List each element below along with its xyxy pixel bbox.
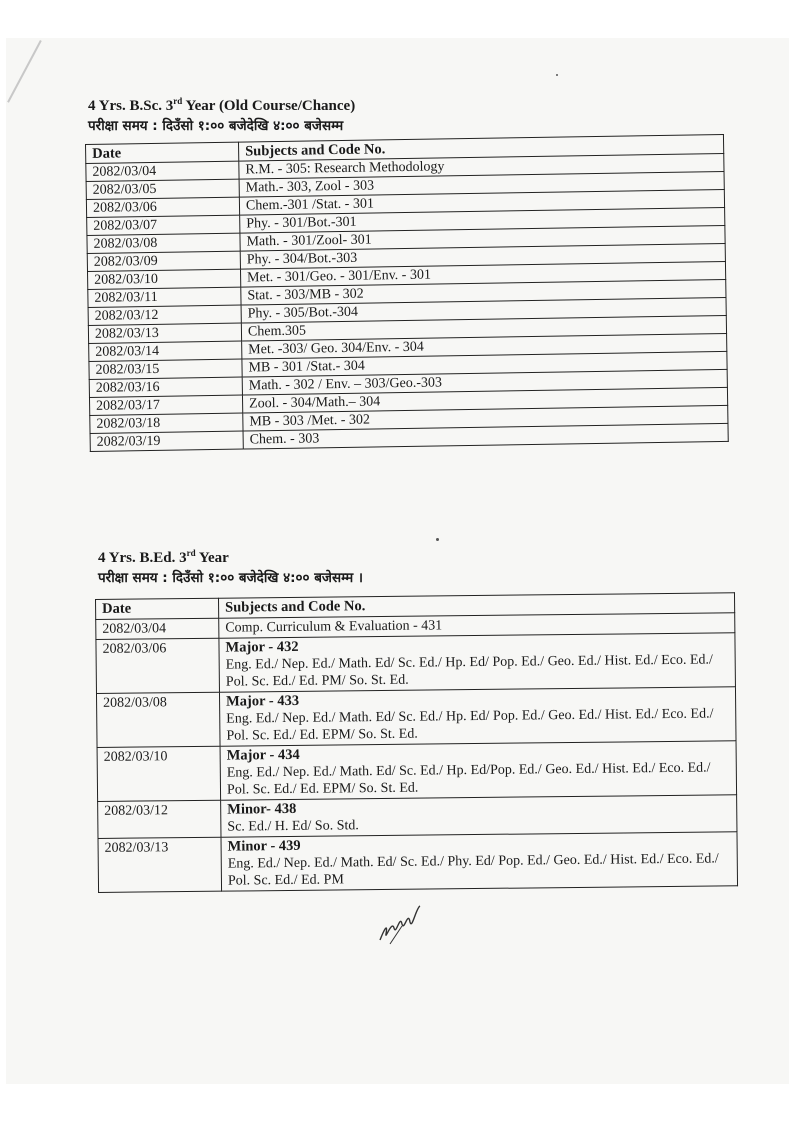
exam-date: 2082/03/09 xyxy=(87,251,240,271)
exam-date: 2082/03/06 xyxy=(96,638,220,693)
exam-date: 2082/03/12 xyxy=(88,305,241,325)
exam-date: 2082/03/06 xyxy=(86,197,239,217)
subject-cell xyxy=(220,741,737,800)
paper-heading: Minor- 438 xyxy=(227,800,297,818)
subject-code: Phy. - 305/Bot.-304 xyxy=(241,297,726,323)
exam-date: 2082/03/18 xyxy=(90,413,243,433)
subject-cell xyxy=(219,687,736,746)
subject-code: Met. - 301/Geo. - 301/Env. - 301 xyxy=(240,261,725,287)
subject-code: Chem.-301 /Stat. - 301 xyxy=(239,189,724,215)
subject-cell xyxy=(219,633,736,692)
exam-date: 2082/03/12 xyxy=(98,800,221,838)
exam-date: 2082/03/05 xyxy=(86,179,239,199)
bed-section-title: 4 Yrs. B.Ed. 3rd Year xyxy=(98,548,229,566)
subjects-header: Subjects and Code No. xyxy=(238,134,723,161)
bsc-exam-time: परीक्षा समय : दिउँसो १:०० बजेदेखि ४:०० बजेसम्म xyxy=(88,118,344,134)
subject-code: Math. - 301/Zool- 301 xyxy=(240,225,725,251)
exam-date: 2082/03/08 xyxy=(96,692,220,747)
subject-code: Phy. - 304/Bot.-303 xyxy=(240,243,725,269)
subject-list: Sc. Ed./ H. Ed/ So. Std. xyxy=(227,818,359,835)
exam-date: 2082/03/10 xyxy=(97,746,221,801)
exam-date: 2082/03/13 xyxy=(98,837,222,892)
bed-exam-time: परीक्षा समय : दिउँसो १:०० बजेदेखि ४:०० बजेसम्म । xyxy=(98,570,364,586)
table-row xyxy=(96,633,736,694)
subject-code: Math. - 302 / Env. – 303/Geo.-303 xyxy=(242,369,727,395)
exam-date: 2082/03/14 xyxy=(89,341,242,361)
subject-code: Phy. - 301/Bot.-301 xyxy=(240,207,725,233)
bsc-schedule-table xyxy=(85,134,729,452)
scan-speck xyxy=(436,538,439,541)
exam-date: 2082/03/15 xyxy=(89,359,242,379)
exam-date: 2082/03/10 xyxy=(88,269,241,289)
bed-schedule-table xyxy=(95,592,738,893)
subject-code: Met. -303/ Geo. 304/Env. - 304 xyxy=(242,333,727,359)
subject-code: Stat. - 303/MB - 302 xyxy=(241,279,726,305)
paper-heading: Major - 433 xyxy=(225,692,300,710)
table-row xyxy=(98,832,738,893)
subject-cell xyxy=(221,795,737,837)
paper-heading: Major - 434 xyxy=(226,746,300,764)
exam-date: 2082/03/04 xyxy=(96,618,219,639)
exam-date: 2082/03/11 xyxy=(88,287,241,307)
subject-list: Comp. Curriculum & Evaluation - 431 xyxy=(225,618,443,636)
exam-date: 2082/03/17 xyxy=(89,395,242,415)
subject-list: Eng. Ed./ Nep. Ed./ Math. Ed/ Sc. Ed./ Phy. Ed/ Pop. Ed./ Geo. Ed./ Hist. Ed./ Eco. Ed./ Pol. Sc. Ed./ Ed. PM xyxy=(227,851,719,889)
subject-list: Eng. Ed./ Nep. Ed./ Math. Ed/ Sc. Ed./ Hp. Ed/ Pop. Ed./ Geo. Ed./ Hist. Ed./ Eco. Ed./ Pol. Sc. Ed./ Ed. PM/ So. St. Ed. xyxy=(225,652,713,690)
exam-date: 2082/03/07 xyxy=(87,215,240,235)
date-header: Date xyxy=(96,598,219,619)
subject-cell xyxy=(221,832,738,891)
exam-date: 2082/03/13 xyxy=(88,323,241,343)
exam-date: 2082/03/19 xyxy=(90,431,243,451)
bsc-section-title: 4 Yrs. B.Sc. 3rd Year (Old Course/Chance) xyxy=(88,96,356,114)
subject-code: MB - 303 /Met. - 302 xyxy=(243,405,728,431)
subject-list: Eng. Ed./ Nep. Ed./ Math. Ed/ Sc. Ed./ Hp. Ed/ Pop. Ed./ Geo. Ed./ Hist. Ed./ Eco. Ed./ Pol. Sc. Ed./ Ed. EPM/ So. St. Ed. xyxy=(226,706,714,744)
subject-code: Chem. - 303 xyxy=(243,423,728,449)
subject-code: Zool. - 304/Math.– 304 xyxy=(242,387,727,413)
subject-code: Chem.305 xyxy=(241,315,726,341)
subjects-header: Subjects and Code No. xyxy=(218,593,734,618)
exam-date: 2082/03/16 xyxy=(89,377,242,397)
date-header: Date xyxy=(86,142,239,163)
paper-heading: Minor - 439 xyxy=(227,837,301,855)
subject-code: Math.- 303, Zool - 303 xyxy=(239,171,724,197)
subject-code: R.M. - 305: Research Methodology xyxy=(239,153,724,179)
paper-heading: Major - 432 xyxy=(225,638,299,656)
subject-list: Eng. Ed./ Nep. Ed./ Math. Ed/ Sc. Ed./ Hp. Ed/Pop. Ed./ Geo. Ed./ Hist. Ed./ Eco. Ed./ Pol. Sc. Ed./ Ed. EPM/ So. St. Ed. xyxy=(226,760,711,798)
table-row xyxy=(96,687,736,748)
scan-speck xyxy=(556,74,558,76)
table-row xyxy=(97,741,737,802)
exam-date: 2082/03/08 xyxy=(87,233,240,253)
subject-code: MB - 301 /Stat.- 304 xyxy=(242,351,727,377)
exam-date: 2082/03/04 xyxy=(86,161,239,181)
handwritten-signature-icon xyxy=(372,900,432,950)
